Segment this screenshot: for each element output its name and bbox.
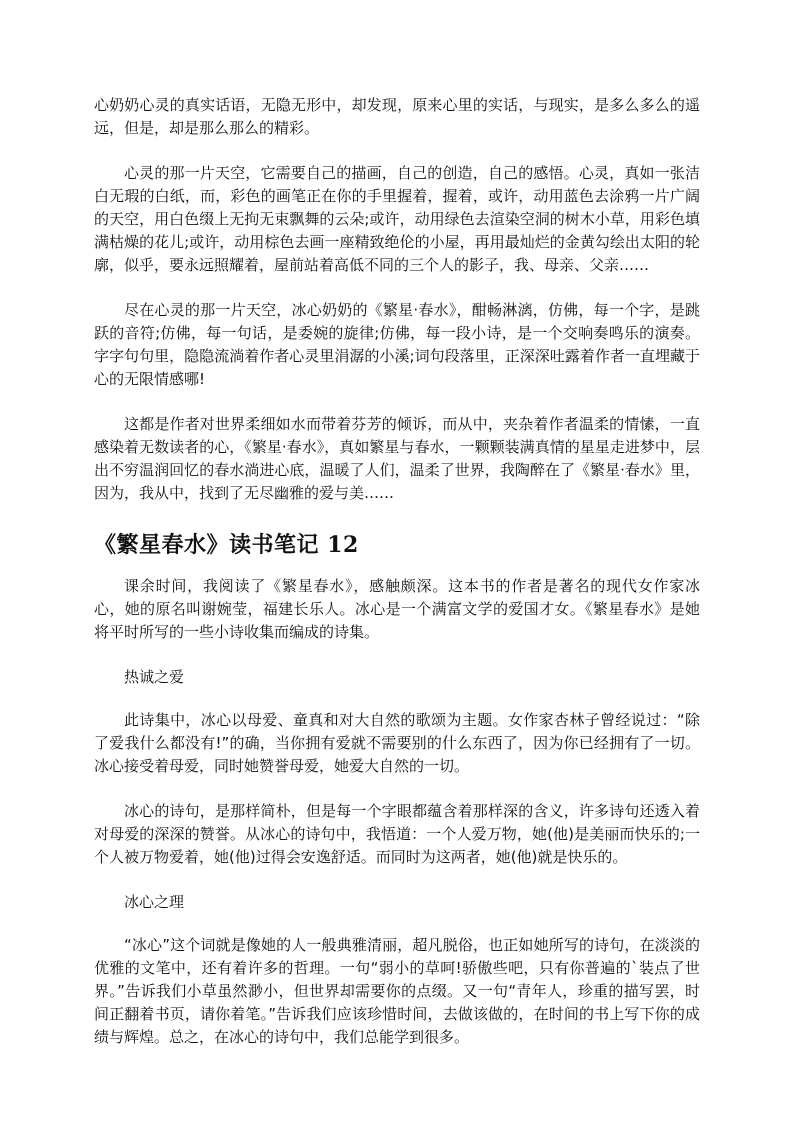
paragraph-continuation: 心奶奶心灵的真实话语，无隐无形中，却发现，原来心里的实话，与现实，是多么多么的遥远，但是，却是那么那么的精彩。 (94, 96, 700, 137)
subheading-bingxin-reason: 冰心之理 (124, 893, 185, 911)
paragraph-philosophy: “冰心”这个词就是像她的人一般典雅清丽，超凡脱俗，也正如她所写的诗句，在淡淡的优雅的文笔中，还有着许多的哲理。一句“弱小的草呵!骄傲些吧，只有你普遍的`装点了世界。”告诉我们小草虽然渺小，但世界却需要你的点缀。又一句“青年人，珍重的描写罢，时间正翻着书页，请你着笔。”告诉我们应该珍惜时间，去做该做的，在时间的书上写下你的成绩与辉煌。总之，在冰心的诗句中，我们总能学到很多。 (94, 936, 700, 1046)
paragraph-simple-verses: 冰心的诗句，是那样简朴，但是每一个字眼都蕴含着那样深的含义，许多诗句还透入着对母爱的深深的赞誉。从冰心的诗句中，我悟道：一个人爱万物，她(他)是美丽而快乐的;一个人被万物爱着，她(他)过得会安逸舒适。而同时为这两者，她(他)就是快乐的。 (94, 802, 700, 866)
paragraph-heart-sky: 心灵的那一片天空，它需要自己的描画，自己的创造，自己的感悟。心灵，真如一张洁白无瑕的白纸，而，彩色的画笔正在你的手里握着，握着，或许，动用蓝色去涂鸦一片广阔的天空，用白色缀上无拘无束飘舞的云朵;或许，动用绿色去渲染空洞的树木小草，用彩色填满枯燥的花儿;或许，动用棕色去画一座精致绝伦的小屋，再用最灿烂的金黄勾绘出太阳的轮廓，似乎，要永远照耀着，屋前站着高低不同的三个人的影子，我、母亲、父亲…… (94, 164, 700, 274)
document-page (94, 94, 700, 1071)
paragraph-fanxing-chunshui: 尽在心灵的那一片天空，冰心奶奶的《繁星·春水》，酣畅淋漓，仿佛，每一个字，是跳跃的音符;仿佛，每一句话，是委婉的旋律;仿佛，每一段小诗，是一个交响奏鸣乐的演奏。字字句句里，隐隐流淌着作者心灵里涓潺的小溪;词句段落里，正深深吐露着作者一直埋藏于心的无限情感哪! (94, 301, 700, 388)
paragraph-intro: 课余时间，我阅读了《繁星春水》，感触颇深。这本书的作者是著名的现代女作家冰心，她的原名叫谢婉莹，福建长乐人。冰心是一个满富文学的爱国才女。《繁星春水》是她将平时所写的一些小诗收集而编成的诗集。 (94, 577, 700, 641)
section-heading: 《繁星春水》读书笔记 12 (94, 532, 359, 558)
paragraph-mother-love: 此诗集中，冰心以母爱、童真和对大自然的歌颂为主题。女作家杏林子曾经说过：“除了爱我什么都没有!”的确，当你拥有爱就不需要别的什么东西了，因为你已经拥有了一切。冰心接受着母爱，同时她赞誉母爱，她爱大自然的一切。 (94, 711, 700, 775)
subheading-sincere-love: 热诚之爱 (124, 668, 185, 686)
paragraph-author-gentle: 这都是作者对世界柔细如水而带着芬芳的倾诉，而从中，夹杂着作者温柔的情愫，一直感染着无数读者的心，《繁星·春水》，真如繁星与春水，一颗颗装满真情的星星走进梦中，层出不穷温润回忆的春水淌进心底，温暖了人们，温柔了世界，我陶醉在了《繁星·春水》里，因为，我从中，找到了无尽幽雅的爱与美…… (94, 415, 700, 502)
